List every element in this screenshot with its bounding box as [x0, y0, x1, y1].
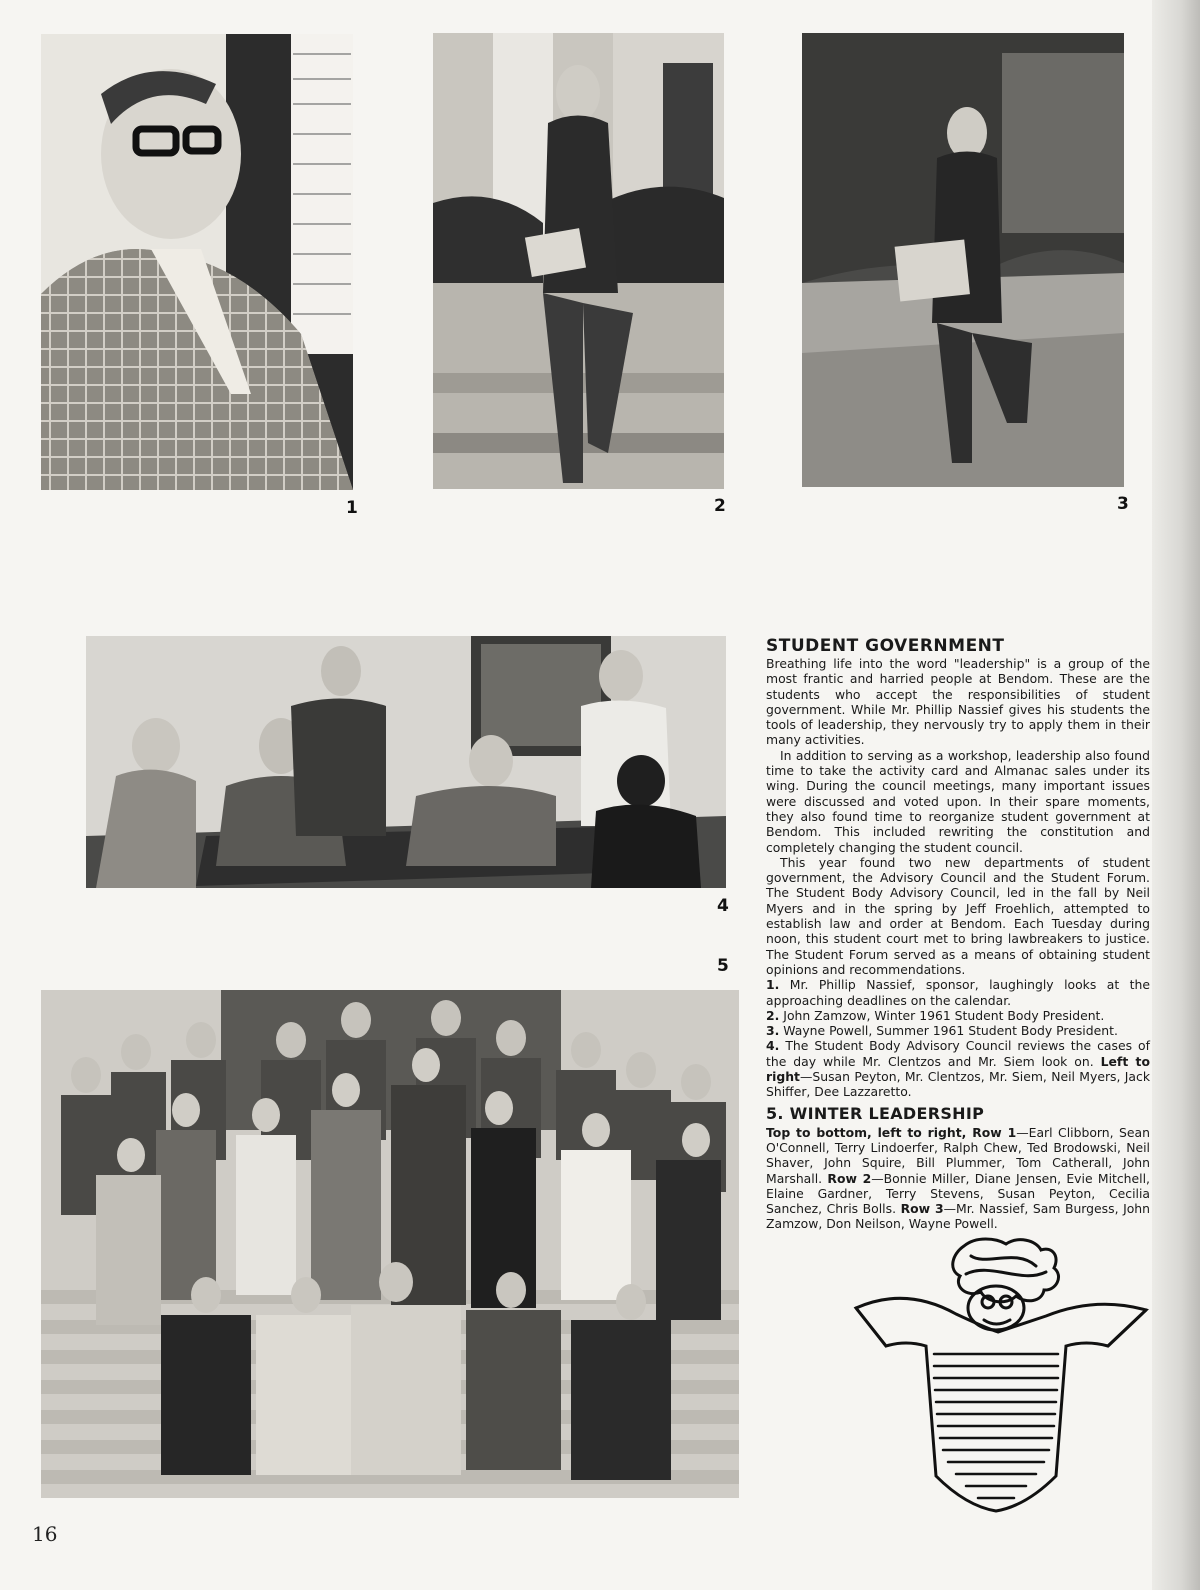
- caption-4-number: 4.: [766, 1038, 780, 1054]
- caption-2: [766, 1008, 1150, 1023]
- winter-row1: —Earl Clibborn, Sean O'Connell, Terry Lindoerfer, Ralph Chew, Ted Brodowski, Neil Shaver, John Squire, Bill Plummer, Tom Catherall, John Marshall.: [766, 1124, 1150, 1186]
- caption-1-text: Mr. Phillip Nassief, sponsor, laughingly looks at the approaching deadlines on the calendar.: [766, 977, 1150, 1008]
- photo-1-sponsor-portrait: [41, 34, 353, 490]
- caption-4-names: —Susan Peyton, Mr. Clentzos, Mr. Siem, Neil Myers, Jack Shiffer, Dee Lazzaretto.: [766, 1069, 1150, 1100]
- photo-2-president-winter: [433, 33, 724, 489]
- winter-row3: —Mr. Nassief, Sam Burgess, John Zamzow, Don Neilson, Wayne Powell.: [766, 1201, 1151, 1232]
- caption-4-text: The Student Body Advisory Council reviews the cases of the day while Mr. Clentzos and Mr. Siem look on.: [766, 1038, 1150, 1069]
- photo-number-2: 2: [714, 496, 726, 516]
- article-text-column: [766, 636, 1150, 1232]
- photo-4-advisory-council: [86, 636, 726, 888]
- winter-row3-label: Row 3: [900, 1201, 944, 1217]
- caption-1: [766, 977, 1150, 1008]
- caption-4: [766, 1038, 1150, 1099]
- photo-5-winter-leadership-group: [41, 990, 739, 1498]
- caption-3-text: Wayne Powell, Summer 1961 Student Body President.: [783, 1023, 1118, 1039]
- winter-leadership-heading: 5. WINTER LEADERSHIP: [766, 1103, 985, 1123]
- winter-leadership-names: [766, 1125, 1150, 1232]
- article-paragraph-3: This year found two new departments of student government, the Advisory Council and the Student Forum. The Student Body Advisory Council, led in the fall by Neil Myers and in the spring by Jeff Froehlich, attempted to establish law and order at Bendom. Each Tuesday during noon, this student court met to bring lawbreakers to justice. The Student Forum served as a means of obtaining student opinions and recommendations.: [766, 854, 1150, 977]
- reading-character-cartoon: [846, 1236, 1156, 1516]
- photo-number-1: 1: [346, 498, 358, 518]
- caption-1-number: 1.: [766, 977, 780, 993]
- caption-2-text: John Zamzow, Winter 1961 Student Body President.: [783, 1007, 1105, 1023]
- winter-row2-label: Row 2: [827, 1170, 872, 1186]
- photo-number-5: 5: [717, 956, 729, 976]
- winter-lead: Top to bottom, left to right, Row 1: [766, 1124, 1017, 1140]
- article-heading: STUDENT GOVERNMENT: [766, 636, 1005, 656]
- winter-row2: —Bonnie Miller, Diane Jensen, Evie Mitchell, Elaine Gardner, Terry Stevens, Susan Peyton, Cecilia Sanchez, Chris Bolls.: [766, 1170, 1150, 1217]
- caption-3-number: 3.: [766, 1023, 780, 1039]
- article-paragraph-1: Breathing life into the word "leadership" is a group of the most frantic and harried people at Bendom. These are the students who accept the responsibilities of student government. While Mr. Phillip Nassief gives his students the tools of leadership, they nervously try to apply them in their many activities.: [766, 656, 1150, 748]
- page-number: 16: [32, 1522, 58, 1546]
- article-paragraph-2: In addition to serving as a workshop, leadership also found time to take the activity card and Almanac sales under its wing. During the council meetings, many important issues were discussed and voted upon. In their spare moments, they also found time to reorganize student government at Bendom. This included rewriting the constitution and completely changing the student council.: [766, 747, 1150, 855]
- photo-number-3: 3: [1117, 494, 1129, 514]
- photo-3-president-summer: [802, 33, 1124, 487]
- photo-number-4: 4: [717, 896, 729, 916]
- caption-4-bold-lead: Left to right: [766, 1053, 1150, 1085]
- page-edge: [1152, 0, 1200, 1590]
- caption-2-number: 2.: [766, 1007, 780, 1023]
- caption-3: [766, 1023, 1150, 1038]
